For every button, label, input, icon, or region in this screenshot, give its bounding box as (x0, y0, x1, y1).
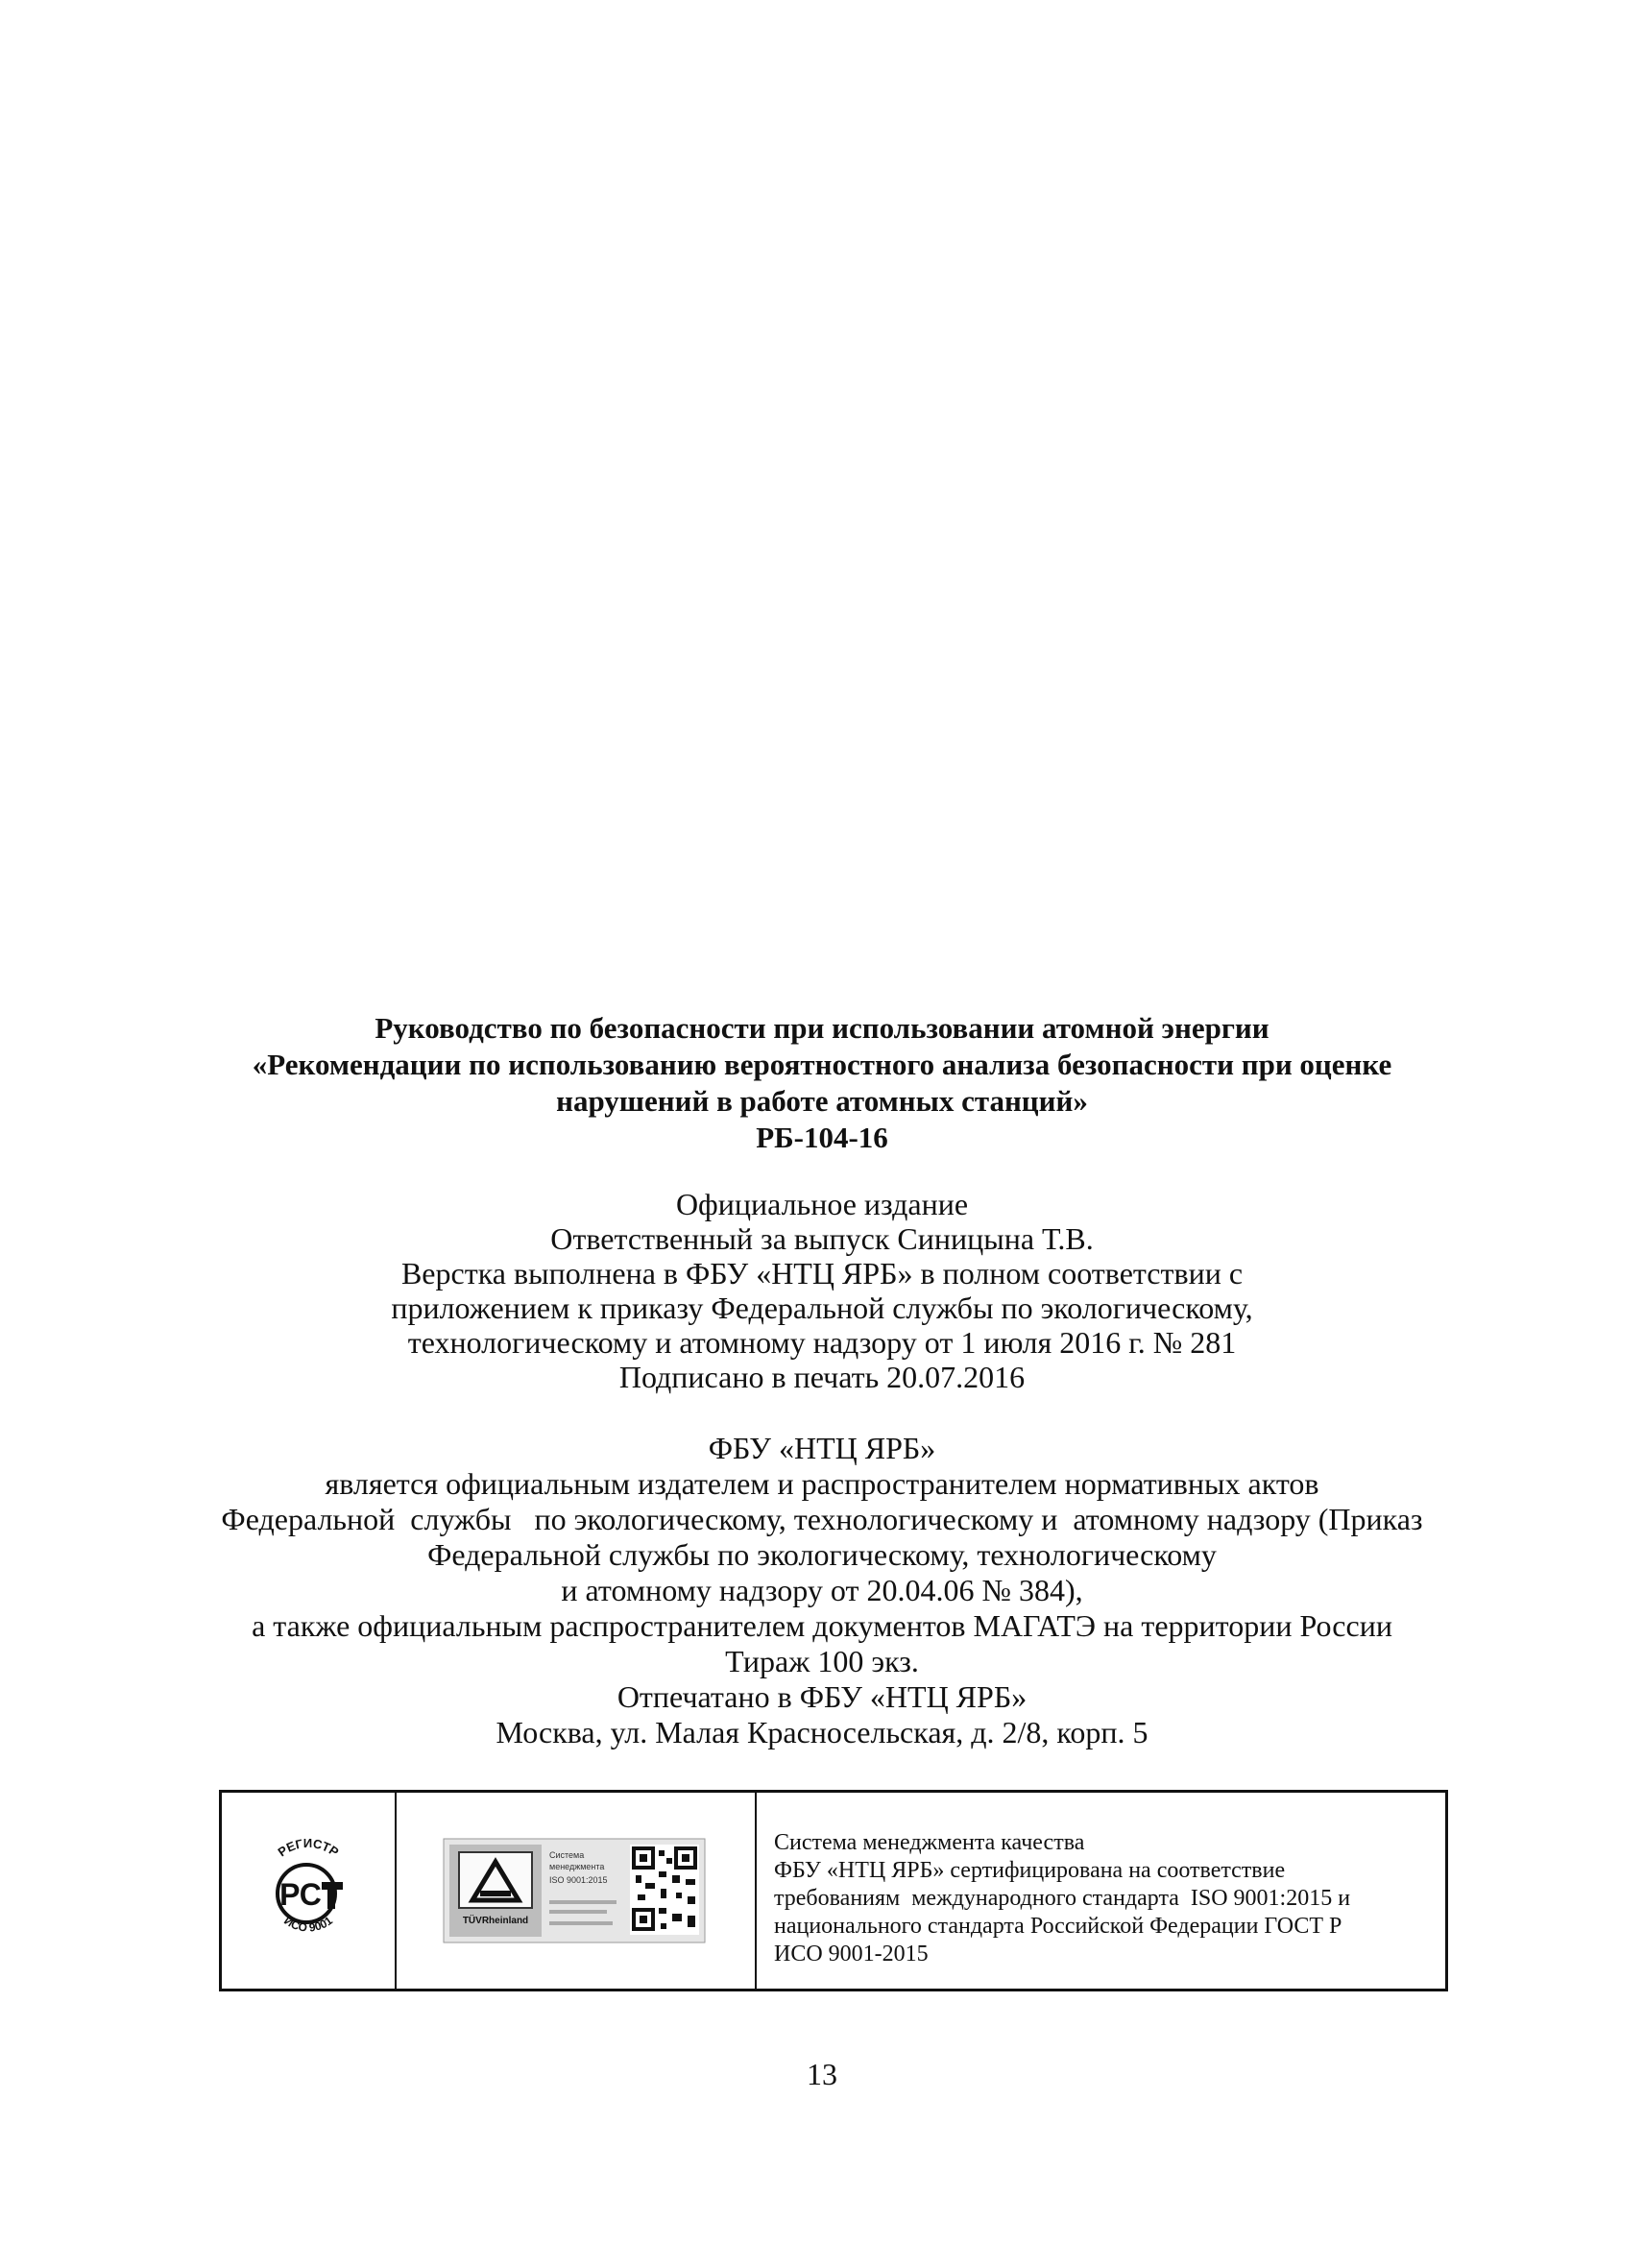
rst-certification-logo (251, 1828, 366, 1953)
rst-logo-cell (222, 1793, 397, 1989)
layout-note-line-2: приложением к приказу Федеральной службы по экологическому, (391, 1291, 1253, 1325)
tuv-brand-text: TÜVRheinland (462, 1916, 528, 1926)
rst-logo-mark: РС (279, 1877, 322, 1912)
tuv-certificate-cell (397, 1793, 757, 1989)
tuv-text-line-3: ISO 9001:2015 (548, 1875, 608, 1885)
rst-logo-bottom-text: ИСО 9001 (281, 1914, 335, 1935)
signed-date: Подписано в печать 20.07.2016 (618, 1360, 1026, 1394)
title-line-2: «Рекомендации по использованию вероятностного анализа безопасности при оценке (252, 1048, 1392, 1081)
publisher-block (0, 1431, 1644, 1750)
circulation: Тираж 100 экз. (725, 1644, 919, 1678)
svg-text:ИСО 9001 (281, 1914, 335, 1935)
tuv-text-line-1: Система (548, 1850, 584, 1860)
tuv-text-line-2: менеджмента (548, 1862, 604, 1871)
publisher-line-5: а также официальным распространителем документов МАГАТЭ на территории России (252, 1608, 1392, 1643)
publisher-address: Москва, ул. Малая Красносельская, д. 2/8, корп. 5 (496, 1715, 1148, 1749)
publisher-line-1: является официальным издателем и распространителем нормативных актов (325, 1466, 1319, 1501)
certification-text-cell (757, 1793, 1445, 1989)
layout-note-line-3: технологическому и атомному надзору от 1 июля 2016 г. № 281 (407, 1325, 1237, 1360)
printed-by: Отпечатано в ФБУ «НТЦ ЯРБ» (616, 1679, 1028, 1714)
cert-text-line-2: ФБУ «НТЦ ЯРБ» сертифицирована на соответствие (774, 1858, 1286, 1883)
qr-code-icon (630, 1845, 699, 1935)
document-title-block (0, 1010, 1644, 1156)
publisher-line-3: Федеральной службы по экологическому, технологическому (427, 1537, 1217, 1572)
title-line-3: нарушений в работе атомных станций» (556, 1084, 1088, 1118)
publisher-line-2: Федеральной службы по экологическому, технологическому и атомному надзору (Приказ (221, 1502, 1423, 1536)
publisher-line-4: и атомному надзору от 20.04.06 № 384), (561, 1573, 1083, 1607)
tuv-certificate-mark (442, 1833, 711, 1948)
responsible-editor: Ответственный за выпуск Синицына Т.В. (550, 1221, 1094, 1256)
edition-label: Официальное издание (675, 1187, 969, 1221)
cert-text-line-4: национального стандарта Российской Федерации ГОСТ Р (774, 1914, 1342, 1939)
title-line-1: Руководство по безопасности при использовании атомной энергии (375, 1011, 1269, 1045)
layout-note-line-1: Верстка выполнена в ФБУ «НТЦ ЯРБ» в полном соответствии с (400, 1256, 1244, 1291)
publisher-name: ФБУ «НТЦ ЯРБ» (708, 1431, 936, 1465)
document-code: РБ-104-16 (756, 1121, 888, 1154)
imprint-block (0, 1187, 1644, 1394)
page-number: 13 (807, 2057, 837, 2091)
cert-text-line-3: требованиям международного стандарта ISO 9001:2015 и (774, 1886, 1351, 1911)
cert-text-line-5: ИСО 9001-2015 (774, 1942, 929, 1966)
cert-text-line-1: Система менеджмента качества (774, 1830, 1085, 1855)
certification-table (219, 1790, 1448, 1991)
svg-text:РЕГИСТР (276, 1836, 342, 1860)
rst-logo-top-text: РЕГИСТР (275, 1835, 342, 1860)
